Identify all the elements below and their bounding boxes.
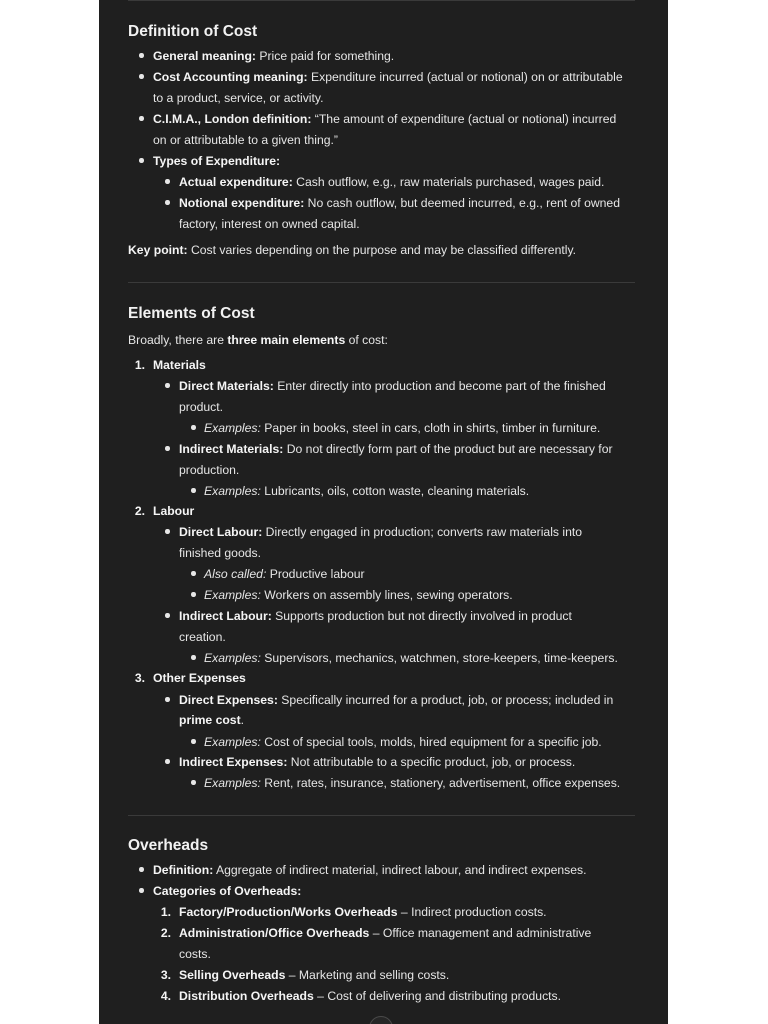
indirect-labour-examples: Examples: Supervisors, mechanics, watchmen, store-keepers, time-keepers. xyxy=(204,651,618,665)
bullet-icon xyxy=(139,888,144,893)
overhead-category-cont: costs. xyxy=(179,947,211,961)
bullet-icon xyxy=(191,592,196,597)
actual-expenditure-item: Actual expenditure: Cash outflow, e.g., raw materials purchased, wages paid. xyxy=(179,175,605,189)
direct-labour-examples: Examples: Workers on assembly lines, sewing operators. xyxy=(204,588,513,602)
notional-expenditure-cont: factory, interest on owned capital. xyxy=(179,217,360,231)
bullet-icon xyxy=(139,158,144,163)
bullet-icon xyxy=(165,179,170,184)
overhead-category-item: Factory/Production/Works Overheads – Indirect production costs. xyxy=(179,905,547,919)
elements-intro: Broadly, there are three main elements of cost: xyxy=(128,333,388,347)
direct-expenses-cont: prime cost. xyxy=(179,713,245,727)
indirect-expenses-item: Indirect Expenses: Not attributable to a specific product, job, or process. xyxy=(179,755,576,769)
key-point: Key point: Cost varies depending on the purpose and may be classified differently. xyxy=(128,243,577,257)
bullet-icon xyxy=(165,446,170,451)
overhead-category-item: Administration/Office Overheads – Office management and administrative xyxy=(179,926,592,940)
cost-accounting-meaning-cont: to a product, service, or activity. xyxy=(153,91,324,105)
list-number: 1. xyxy=(160,905,171,919)
bullet-icon xyxy=(165,200,170,205)
notional-expenditure-item: Notional expenditure: No cash outflow, but deemed incurred, e.g., rent of owned xyxy=(179,196,620,210)
list-number: 4. xyxy=(160,989,171,1003)
bullet-icon xyxy=(139,867,144,872)
bullet-icon xyxy=(165,613,170,618)
bullet-icon xyxy=(191,655,196,660)
bullet-icon xyxy=(139,74,144,79)
indirect-labour-cont: creation. xyxy=(179,630,226,644)
types-of-expenditure-item: Types of Expenditure: xyxy=(153,154,281,168)
bullet-icon xyxy=(191,780,196,785)
overheads-definition-item: Definition: Aggregate of indirect material, indirect labour, and indirect expenses. xyxy=(153,863,587,877)
direct-materials-examples: Examples: Paper in books, steel in cars, cloth in shirts, timber in furniture. xyxy=(204,421,601,435)
list-number: 3. xyxy=(160,968,171,982)
indirect-materials-item: Indirect Materials: Do not directly form part of the product but are necessary for xyxy=(179,442,613,456)
section-divider xyxy=(128,815,635,816)
direct-materials-cont: product. xyxy=(179,400,224,414)
bullet-icon xyxy=(165,759,170,764)
other-expenses-heading: Other Expenses xyxy=(153,671,246,685)
bullet-icon xyxy=(165,529,170,534)
direct-labour-cont: finished goods. xyxy=(179,546,261,560)
scroll-down-button[interactable] xyxy=(369,1016,393,1024)
document-panel xyxy=(99,0,668,1024)
section-title-overheads: Overheads xyxy=(128,837,209,854)
bullet-icon xyxy=(139,116,144,121)
direct-expenses-examples: Examples: Cost of special tools, molds, hired equipment for a specific job. xyxy=(204,735,602,749)
direct-labour-also-called: Also called: Productive labour xyxy=(204,567,365,581)
indirect-materials-examples: Examples: Lubricants, oils, cotton waste, cleaning materials. xyxy=(204,484,530,498)
labour-heading: Labour xyxy=(153,504,195,518)
cima-definition-cont: on or attributable to a given thing.” xyxy=(153,133,338,147)
direct-materials-item: Direct Materials: Enter directly into production and become part of the finished xyxy=(179,379,606,393)
bullet-icon xyxy=(191,739,196,744)
bullet-icon xyxy=(139,53,144,58)
section-title-elements: Elements of Cost xyxy=(128,305,255,322)
list-number: 1. xyxy=(134,358,145,372)
overheads-categories-item: Categories of Overheads: xyxy=(153,884,302,898)
list-number: 3. xyxy=(134,671,145,685)
section-divider xyxy=(128,282,635,283)
indirect-expenses-examples: Examples: Rent, rates, insurance, stationery, advertisement, office expenses. xyxy=(204,776,621,790)
indirect-labour-item: Indirect Labour: Supports production but not directly involved in product xyxy=(179,609,572,623)
indirect-materials-cont: production. xyxy=(179,463,240,477)
bullet-icon xyxy=(165,383,170,388)
direct-expenses-item: Direct Expenses: Specifically incurred for a product, job, or process; included in xyxy=(179,693,614,707)
direct-labour-item: Direct Labour: Directly engaged in production; converts raw materials into xyxy=(179,525,583,539)
cima-definition-item: C.I.M.A., London definition: “The amount of expenditure (actual or notional) incurred xyxy=(153,112,617,126)
section-divider xyxy=(128,0,635,1)
section-title-definition: Definition of Cost xyxy=(128,23,258,40)
list-number: 2. xyxy=(160,926,171,940)
overhead-category-item: Selling Overheads – Marketing and selling costs. xyxy=(179,968,450,982)
bullet-icon xyxy=(191,571,196,576)
bullet-icon xyxy=(165,697,170,702)
bullet-icon xyxy=(191,488,196,493)
general-meaning-item: General meaning: Price paid for something. xyxy=(153,49,395,63)
overhead-category-item: Distribution Overheads – Cost of delivering and distributing products. xyxy=(179,989,562,1003)
cost-accounting-meaning-item: Cost Accounting meaning: Expenditure incurred (actual or notional) on or attributable xyxy=(153,70,623,84)
list-number: 2. xyxy=(134,504,145,518)
materials-heading: Materials xyxy=(153,358,206,372)
bullet-icon xyxy=(191,425,196,430)
